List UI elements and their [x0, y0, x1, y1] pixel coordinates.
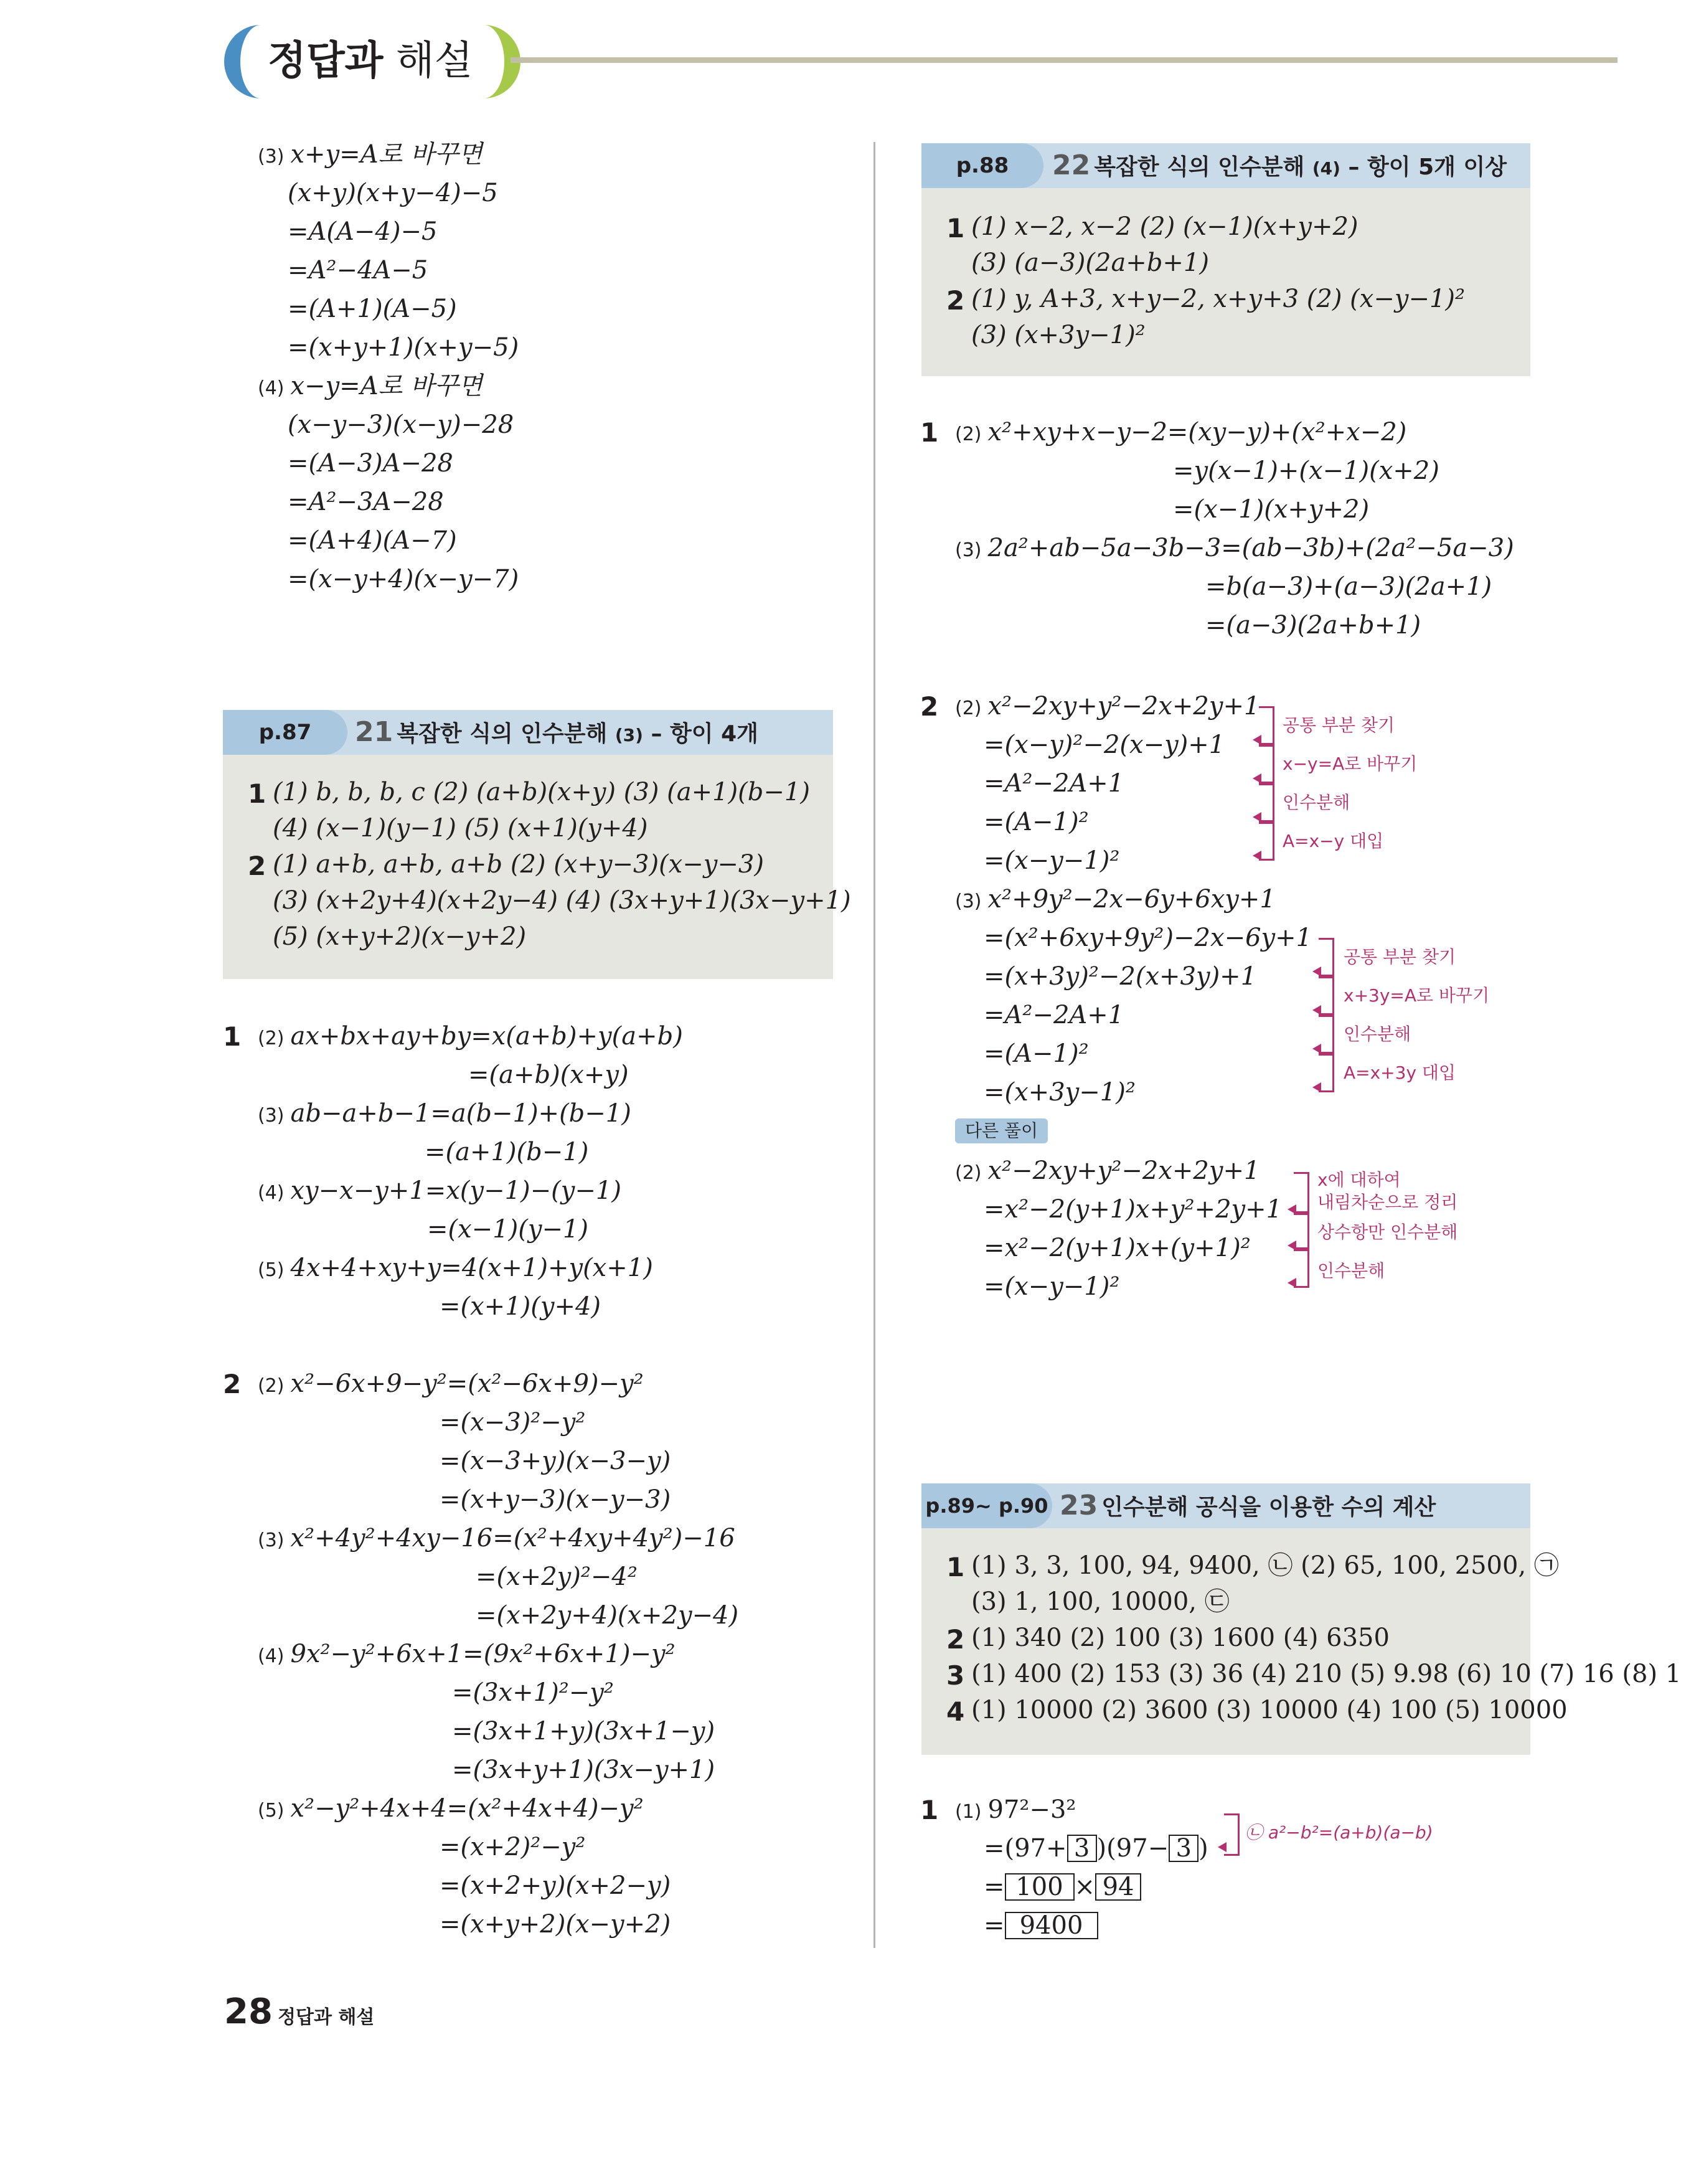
- annotation-arrow: [1312, 1044, 1321, 1054]
- question-number: 2: [920, 691, 939, 722]
- solution-line: =(x−y−1)²: [984, 1272, 1120, 1301]
- answer-line: (1) 3, 3, 100, 94, 9400, ㉡ (2) 65, 100, 2500, ㉠: [971, 1551, 1559, 1580]
- solution-line: =(x−3)²−y²: [440, 1408, 586, 1437]
- solution-line: (4) xy−x−y+1=x(y−1)−(y−1): [258, 1176, 621, 1205]
- cont-line: =A²−3A−28: [288, 488, 444, 516]
- annotation-note: x+3y=A로 바꾸기: [1344, 985, 1490, 1006]
- answer-line: (1) a+b, a+b, a+b (2) (x+y−3)(x−y−3): [273, 850, 764, 879]
- solution-line: =b(a−3)+(a−3)(2a+1): [1205, 572, 1492, 601]
- annotation-arrow: [1312, 1082, 1321, 1092]
- annotation-note: 인수분해: [1344, 1024, 1411, 1044]
- header-title: [268, 29, 473, 86]
- solution-line: =(3x+y+1)(3x−y+1): [452, 1756, 715, 1784]
- page-number: 28: [224, 1992, 273, 2032]
- answer-line: (1) 340 (2) 100 (3) 1600 (4) 6350: [971, 1624, 1390, 1652]
- annotation-note: x에 대하여: [1317, 1170, 1401, 1190]
- answer-line: (3) (x+2y+4)(x+2y−4) (4) (3x+y+1)(3x−y+1): [273, 886, 851, 915]
- solution-line: =(x−3+y)(x−3−y): [440, 1447, 671, 1475]
- answer-line: (1) y, A+3, x+y−2, x+y+3 (2) (x−y−1)²: [971, 285, 1466, 313]
- annotation-arrow: [1253, 851, 1261, 861]
- cont-line: =(A+4)(A−7): [288, 526, 457, 555]
- annotation-arrow: [1288, 1278, 1296, 1288]
- annotation-note: A=x−y 대입: [1283, 831, 1384, 851]
- solution-line: =(3x+1+y)(3x+1−y): [452, 1717, 715, 1746]
- solution-line: =(x+3y−1)²: [984, 1078, 1136, 1107]
- solution-line: (3) 2a²+ab−5a−3b−3=(ab−3b)+(2a²−5a−3): [955, 534, 1514, 562]
- answer-box: 9400: [1005, 1912, 1098, 1939]
- section-title: 23 인수분해 공식을 이용한 수의 계산: [1060, 1490, 1436, 1521]
- annotation-note: A=x+3y 대입: [1344, 1062, 1456, 1083]
- solution-line: =(x+2y+4)(x+2y−4): [476, 1601, 739, 1630]
- annotation-note: 인수분해: [1317, 1260, 1385, 1281]
- section-page-ref: p.89~ p.90: [921, 1483, 1052, 1528]
- solution-line: =(a+b)(x+y): [468, 1061, 629, 1089]
- answer-box: 3: [1169, 1835, 1198, 1862]
- answer-box: 94: [1095, 1873, 1141, 1901]
- solution-line: =(x+2y)²−4²: [476, 1562, 638, 1591]
- solution-line: = 9400: [984, 1911, 1098, 1941]
- answer-number: 3: [946, 1660, 965, 1691]
- annotation-arrow: [1253, 812, 1261, 822]
- annotation-note: 공통 부분 찾기: [1283, 715, 1395, 735]
- solution-line: (2) x²−6x+9−y²=(x²−6x+9)−y²: [258, 1369, 644, 1398]
- solution-line: (2) x²+xy+x−y−2=(xy−y)+(x²+x−2): [955, 418, 1407, 447]
- answer-line: (1) b, b, b, c (2) (a+b)(x+y) (3) (a+1)(b−1): [273, 778, 810, 806]
- question-number: 2: [223, 1369, 242, 1399]
- header-title-bold: 정답과: [268, 38, 384, 84]
- cont-line: =A²−4A−5: [288, 256, 428, 285]
- annotation-arrow: [1312, 1005, 1321, 1015]
- answer-line: (3) (a−3)(2a+b+1): [971, 248, 1209, 277]
- question-number: 1: [223, 1021, 242, 1052]
- cont-line: (4) x−y=A로 바꾸면: [258, 372, 483, 400]
- solution-line: (2) x²−2xy+y²−2x+2y+1: [955, 1156, 1260, 1185]
- solution-line: =(97+ 3 )(97− 3 ): [984, 1834, 1208, 1863]
- section-title: 22 복잡한 식의 인수분해 (4) – 항이 5개 이상: [1052, 149, 1507, 181]
- solution-line: =(x−y−1)²: [984, 846, 1120, 875]
- solution-line: (5) 4x+4+xy+y=4(x+1)+y(x+1): [258, 1254, 653, 1282]
- answer-number: 1: [946, 1552, 965, 1582]
- solution-line: =x²−2(y+1)x+y²+2y+1: [984, 1195, 1283, 1224]
- solution-line: =y(x−1)+(x−1)(x+2): [1173, 456, 1439, 485]
- solution-line: =x²−2(y+1)x+(y+1)²: [984, 1234, 1251, 1262]
- section-21: [223, 710, 851, 979]
- solution-line: =(x²+6xy+9y²)−2x−6y+1: [984, 924, 1312, 952]
- annotation-arrow: [1312, 967, 1321, 976]
- solution-line: (5) x²−y²+4x+4=(x²+4x+4)−y²: [258, 1794, 644, 1823]
- question-number: 1: [920, 417, 939, 448]
- answer-line: (1) 10000 (2) 3600 (3) 10000 (4) 100 (5) 10000: [971, 1696, 1568, 1724]
- section-23: [921, 1483, 1681, 1755]
- solution-line: (3) ab−a+b−1=a(b−1)+(b−1): [258, 1099, 631, 1128]
- solution-line: =A²−2A+1: [984, 769, 1124, 798]
- answer-number: 1: [946, 213, 965, 243]
- solution-line: (1) 97²−3²: [955, 1795, 1076, 1824]
- answer-line: (4) (x−1)(y−1) (5) (x+1)(y+4): [273, 814, 648, 843]
- section-page-ref: p.87: [223, 710, 347, 755]
- solution-line: =(a−3)(2a+b+1): [1205, 611, 1421, 640]
- annotation-note: x−y=A로 바꾸기: [1283, 754, 1418, 774]
- column-divider: [873, 142, 875, 1948]
- solution-line: =(x+2+y)(x+2−y): [440, 1871, 671, 1900]
- annotation-note: ㉡ a²−b²=(a+b)(a−b): [1245, 1822, 1433, 1843]
- answer-number: 1: [248, 778, 266, 809]
- header-rule: [511, 57, 1617, 63]
- cont-line: =A(A−4)−5: [288, 217, 438, 246]
- solution-line: =(A−1)²: [984, 808, 1089, 836]
- footer-label: 정답과 해설: [278, 2007, 375, 2028]
- cont-line: =(x+y+1)(x+y−5): [288, 333, 519, 362]
- header-bracket-left: [224, 25, 273, 98]
- answer-line: (1) x−2, x−2 (2) (x−1)(x+y+2): [971, 212, 1358, 241]
- solution-line: =(x+y+2)(x−y+2): [440, 1910, 671, 1939]
- cont-line: (x−y−3)(x−y)−28: [288, 410, 514, 439]
- cont-line: =(A+1)(A−5): [288, 295, 457, 323]
- solution-line: = 100 × 94: [984, 1872, 1141, 1902]
- solution-line: =(x+2)²−y²: [440, 1833, 586, 1861]
- section-22: [921, 143, 1530, 376]
- answer-line: (3) 1, 100, 10000, ㉢: [971, 1587, 1230, 1616]
- answer-number: 4: [946, 1696, 965, 1727]
- section-page-ref: p.88: [921, 143, 1043, 188]
- answer-line: (1) 400 (2) 153 (3) 36 (4) 210 (5) 9.98 (6) 10 (7) 16 (8) 1: [971, 1660, 1681, 1688]
- solution-line: =(x+1)(y+4): [440, 1292, 601, 1321]
- solution-line: =(3x+1)²−y²: [452, 1678, 614, 1707]
- annotation-note: 내림차순으로 정리: [1317, 1192, 1458, 1213]
- solution-line: =(x−y)²−2(x−y)+1: [984, 730, 1225, 759]
- answer-box: 100: [1005, 1873, 1075, 1901]
- cont-line: =(x−y+4)(x−y−7): [288, 565, 519, 593]
- answer-number: 2: [248, 851, 266, 881]
- cont-line: (x+y)(x+y−4)−5: [288, 179, 498, 207]
- solution-line: =(x−1)(x+y+2): [1173, 495, 1370, 524]
- answer-number: 2: [946, 1624, 965, 1655]
- answer-line: (5) (x+y+2)(x−y+2): [273, 922, 527, 951]
- annotation-arrow: [1253, 735, 1261, 745]
- cont-line: (3) x+y=A로 바꾸면: [258, 140, 483, 169]
- solution-line: =(A−1)²: [984, 1039, 1089, 1068]
- question-number: 1: [920, 1795, 939, 1825]
- solution-line: =(x+y−3)(x−y−3): [440, 1485, 671, 1514]
- section-title: 21 복잡한 식의 인수분해 (3) – 항이 4개: [355, 716, 758, 748]
- solution-line: =(x+3y)²−2(x+3y)+1: [984, 962, 1257, 991]
- cont-line: =(A−3)A−28: [288, 449, 453, 478]
- solution-line: (4) 9x²−y²+6x+1=(9x²+6x+1)−y²: [258, 1640, 676, 1668]
- answer-line: (3) (x+3y−1)²: [971, 321, 1146, 349]
- annotation-arrow: [1218, 1842, 1227, 1852]
- answer-number: 2: [946, 285, 965, 316]
- answer-box: 3: [1067, 1835, 1097, 1862]
- annotation-note: 인수분해: [1283, 792, 1350, 813]
- solution-line: =A²−2A+1: [984, 1001, 1124, 1029]
- header-title-light: 해설: [383, 38, 473, 84]
- solution-line: (2) ax+bx+ay+by=x(a+b)+y(a+b): [258, 1022, 683, 1051]
- solution-line: =(x−1)(y−1): [427, 1215, 589, 1244]
- annotation-note: 상수항만 인수분해: [1317, 1222, 1458, 1242]
- alt-solution-badge: 다른 풀이: [955, 1118, 1048, 1143]
- solution-line: (2) x²−2xy+y²−2x+2y+1: [955, 692, 1260, 721]
- solution-line: =(a+1)(b−1): [425, 1138, 589, 1166]
- annotation-note: 공통 부분 찾기: [1344, 947, 1456, 967]
- solution-line: (3) x²+4y²+4xy−16=(x²+4xy+4y²)−16: [258, 1524, 735, 1553]
- annotation-arrow: [1253, 773, 1261, 783]
- solution-line: (3) x²+9y²−2x−6y+6xy+1: [955, 885, 1276, 914]
